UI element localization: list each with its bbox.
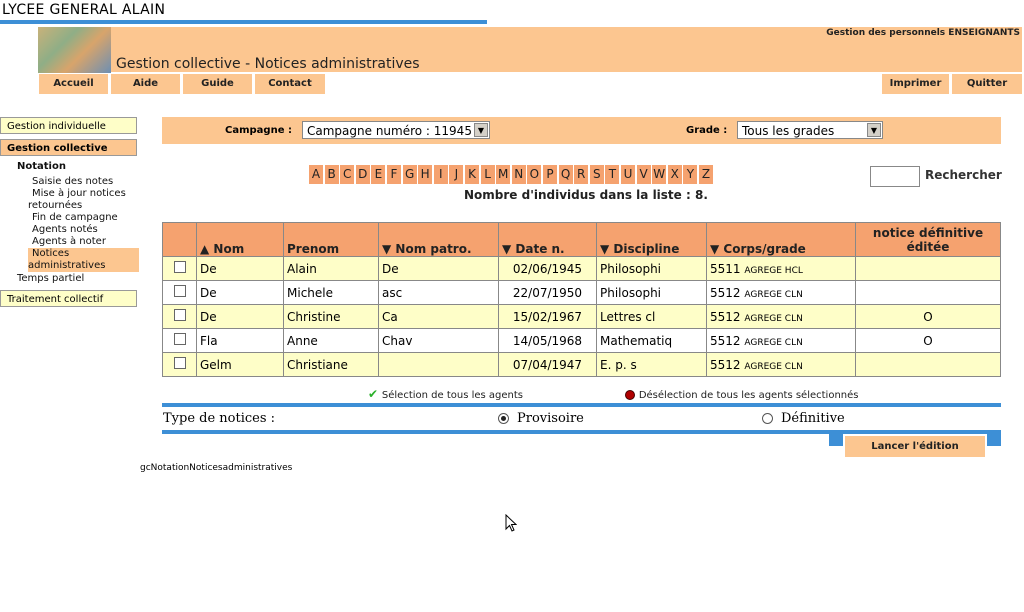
corner-right-decoration bbox=[987, 434, 1001, 446]
sidebar-saisie-notes[interactable]: Saisie des notes bbox=[32, 176, 114, 187]
cell-date: 07/04/1947 bbox=[499, 353, 597, 377]
cell-date: 15/02/1967 bbox=[499, 305, 597, 329]
cell-corps-grade bbox=[707, 353, 856, 377]
cell-date: 02/06/1945 bbox=[499, 257, 597, 281]
notice-type-label: Type de notices : bbox=[163, 411, 276, 426]
individual-count: Nombre d'individus dans la liste : 8. bbox=[464, 188, 708, 202]
letter-filter-n[interactable]: N bbox=[512, 165, 526, 184]
cell-nom: Fla bbox=[197, 329, 284, 353]
cell-date: 22/07/1950 bbox=[499, 281, 597, 305]
grade-label: Grade : bbox=[686, 125, 728, 136]
table-row[interactable] bbox=[163, 281, 1001, 305]
nav-guide[interactable]: Guide bbox=[183, 74, 252, 94]
cell-prenom: Anne bbox=[284, 329, 379, 353]
nav-imprimer[interactable]: Imprimer bbox=[882, 74, 949, 94]
select-all-label[interactable]: Sélection de tous les agents bbox=[381, 390, 524, 401]
cell-prenom: Alain bbox=[284, 257, 379, 281]
cell-prenom: Christine bbox=[284, 305, 379, 329]
letter-filter-b[interactable]: B bbox=[325, 165, 339, 184]
cell-nom: De bbox=[197, 305, 284, 329]
chevron-down-icon[interactable]: ▼ bbox=[867, 123, 881, 137]
radio-selected-icon[interactable] bbox=[498, 413, 509, 424]
letter-filter-i[interactable]: I bbox=[434, 165, 448, 184]
school-name: LYCEE GENERAL ALAIN bbox=[2, 2, 166, 18]
sidebar-temps-partiel[interactable]: Temps partiel bbox=[17, 273, 85, 284]
cell-corps-grade bbox=[707, 329, 856, 353]
letter-filter-q[interactable]: Q bbox=[559, 165, 573, 184]
cell-discipline: Mathematiq bbox=[597, 329, 707, 353]
cell-nom-patro bbox=[379, 353, 499, 377]
sidebar-mise-a-jour-notices[interactable]: Mise à jour notices bbox=[32, 188, 126, 199]
cell-prenom: Christiane bbox=[284, 353, 379, 377]
grade-name: AGREGE HCL bbox=[744, 265, 803, 276]
grade-code: 5512 bbox=[710, 309, 741, 324]
cell-nom: De bbox=[197, 281, 284, 305]
row-checkbox[interactable] bbox=[174, 309, 186, 321]
sidebar-retournees[interactable]: retournées bbox=[28, 200, 83, 211]
row-checkbox-cell bbox=[163, 305, 197, 329]
agents-table bbox=[162, 222, 1001, 377]
cell-nom-patro: Chav bbox=[379, 329, 499, 353]
sidebar-traitement-collectif[interactable]: Traitement collectif bbox=[0, 290, 137, 307]
cell-nom-patro: asc bbox=[379, 281, 499, 305]
letter-filter-f[interactable]: F bbox=[387, 165, 401, 184]
search-button[interactable]: Rechercher bbox=[925, 168, 1002, 182]
letter-filter-v[interactable]: V bbox=[637, 165, 651, 184]
sidebar-notation[interactable]: Notation bbox=[17, 161, 66, 172]
nav-aide[interactable]: Aide bbox=[111, 74, 180, 94]
deselect-all-label[interactable]: Désélection de tous les agents sélectionnés bbox=[638, 390, 859, 401]
check-icon: ✔ bbox=[368, 387, 379, 401]
letter-filter-r[interactable]: R bbox=[574, 165, 588, 184]
row-checkbox[interactable] bbox=[174, 357, 186, 369]
grade-select[interactable] bbox=[737, 121, 883, 139]
cell-nom-patro: De bbox=[379, 257, 499, 281]
campagne-select[interactable] bbox=[302, 121, 490, 139]
table-row[interactable] bbox=[163, 329, 1001, 353]
grade-code: 5512 bbox=[710, 333, 741, 348]
sidebar-gestion-collective[interactable]: Gestion collective bbox=[0, 139, 137, 156]
letter-filter-h[interactable]: H bbox=[418, 165, 432, 184]
radio-definitive[interactable] bbox=[762, 411, 845, 426]
letter-filter-a[interactable]: A bbox=[309, 165, 323, 184]
table-row[interactable] bbox=[163, 353, 1001, 377]
letter-filter-w[interactable]: W bbox=[652, 165, 666, 184]
letter-filter-g[interactable]: G bbox=[403, 165, 417, 184]
cell-notice-editee: O bbox=[856, 329, 1001, 353]
radio-provisoire[interactable] bbox=[498, 411, 584, 426]
table-row[interactable] bbox=[163, 257, 1001, 281]
letter-filter-x[interactable]: X bbox=[668, 165, 682, 184]
row-checkbox[interactable] bbox=[174, 261, 186, 273]
cell-notice-editee: O bbox=[856, 305, 1001, 329]
grade-value: Tous les grades bbox=[742, 124, 835, 138]
letter-filter-u[interactable]: U bbox=[621, 165, 635, 184]
cell-notice-editee bbox=[856, 353, 1001, 377]
grade-name: AGREGE CLN bbox=[744, 337, 803, 348]
cell-discipline: Lettres cl bbox=[597, 305, 707, 329]
cell-corps-grade bbox=[707, 281, 856, 305]
grade-code: 5511 bbox=[710, 261, 741, 276]
table-header-row bbox=[163, 223, 1001, 257]
header-corps-grade[interactable]: ▼ Corps/grade bbox=[707, 223, 856, 257]
launch-edition-button[interactable]: Lancer l'édition bbox=[845, 436, 985, 457]
row-checkbox[interactable] bbox=[174, 285, 186, 297]
cell-discipline: Philosophi bbox=[597, 281, 707, 305]
letter-filter-j[interactable]: J bbox=[449, 165, 463, 184]
page-identifier: gcNotationNoticesadministratives bbox=[140, 463, 293, 473]
page-title: Gestion collective - Notices administratives bbox=[116, 56, 420, 72]
header-notice-editee: notice définitive éditée bbox=[856, 223, 1001, 257]
campagne-value: Campagne numéro : 11945 bbox=[307, 124, 472, 138]
divider-bottom bbox=[162, 430, 1001, 434]
header-date-naissance[interactable]: ▼ Date n. bbox=[499, 223, 597, 257]
corner-left-decoration bbox=[829, 434, 843, 446]
row-checkbox-cell bbox=[163, 257, 197, 281]
radio-provisoire-label: Provisoire bbox=[517, 411, 584, 426]
sidebar-notices[interactable]: Notices bbox=[32, 248, 70, 259]
nav-quitter[interactable]: Quitter bbox=[952, 74, 1022, 94]
header-prenom[interactable]: Prenom bbox=[284, 223, 379, 257]
letter-filter-y[interactable]: Y bbox=[683, 165, 697, 184]
grade-name: AGREGE CLN bbox=[744, 313, 803, 324]
grade-name: AGREGE CLN bbox=[744, 289, 803, 300]
header-nom[interactable]: ▲ Nom bbox=[197, 223, 284, 257]
cell-notice-editee bbox=[856, 257, 1001, 281]
select-all-link[interactable] bbox=[368, 387, 523, 401]
radio-unselected-icon[interactable] bbox=[762, 413, 773, 424]
cell-nom: De bbox=[197, 257, 284, 281]
sidebar-fin-campagne[interactable]: Fin de campagne bbox=[32, 212, 118, 223]
header-discipline[interactable]: ▼ Discipline bbox=[597, 223, 707, 257]
table-row[interactable] bbox=[163, 305, 1001, 329]
letter-filter-d[interactable]: D bbox=[356, 165, 370, 184]
cell-corps-grade bbox=[707, 305, 856, 329]
campagne-label: Campagne : bbox=[225, 125, 292, 136]
mouse-cursor-icon bbox=[505, 514, 517, 533]
grade-code: 5512 bbox=[710, 357, 741, 372]
row-checkbox[interactable] bbox=[174, 333, 186, 345]
header-nom-patro[interactable]: ▼ Nom patro. bbox=[379, 223, 499, 257]
cell-nom: Gelm bbox=[197, 353, 284, 377]
letter-filter-o[interactable]: O bbox=[527, 165, 541, 184]
row-checkbox-cell bbox=[163, 281, 197, 305]
cell-corps-grade bbox=[707, 257, 856, 281]
letter-filter-k[interactable]: K bbox=[465, 165, 479, 184]
letter-filter-m[interactable]: M bbox=[496, 165, 510, 184]
cell-discipline: Philosophi bbox=[597, 257, 707, 281]
letter-filter-e[interactable]: E bbox=[371, 165, 385, 184]
cell-nom-patro: Ca bbox=[379, 305, 499, 329]
sidebar-agents-a-noter[interactable]: Agents à noter bbox=[32, 236, 106, 247]
row-checkbox-cell bbox=[163, 329, 197, 353]
letter-filter-l[interactable]: L bbox=[481, 165, 495, 184]
letter-filter-p[interactable]: P bbox=[543, 165, 557, 184]
letter-filter-z[interactable]: Z bbox=[699, 165, 713, 184]
letter-filter-s[interactable]: S bbox=[590, 165, 604, 184]
sidebar-administratives[interactable]: administratives bbox=[28, 260, 106, 271]
header-checkbox-col bbox=[163, 223, 197, 257]
grade-code: 5512 bbox=[710, 285, 741, 300]
nav-contact[interactable]: Contact bbox=[255, 74, 325, 94]
row-checkbox-cell bbox=[163, 353, 197, 377]
search-input[interactable] bbox=[870, 166, 920, 187]
sidebar-gestion-individuelle[interactable]: Gestion individuelle bbox=[0, 117, 137, 134]
red-dot-icon bbox=[625, 390, 635, 400]
grade-name: AGREGE CLN bbox=[744, 361, 803, 372]
divider-top bbox=[162, 403, 1001, 407]
letter-filter-c[interactable]: C bbox=[340, 165, 354, 184]
header-photo bbox=[38, 27, 111, 73]
chevron-down-icon[interactable]: ▼ bbox=[474, 123, 488, 137]
top-divider bbox=[0, 20, 487, 24]
cell-date: 14/05/1968 bbox=[499, 329, 597, 353]
radio-definitive-label: Définitive bbox=[781, 411, 845, 426]
personnel-label: Gestion des personnels ENSEIGNANTS bbox=[826, 28, 1020, 38]
cell-prenom: Michele bbox=[284, 281, 379, 305]
letter-filter-t[interactable]: T bbox=[605, 165, 619, 184]
cell-discipline: E. p. s bbox=[597, 353, 707, 377]
sidebar-agents-notes[interactable]: Agents notés bbox=[32, 224, 98, 235]
nav-accueil[interactable]: Accueil bbox=[39, 74, 108, 94]
cell-notice-editee bbox=[856, 281, 1001, 305]
deselect-all-link[interactable] bbox=[625, 387, 859, 401]
